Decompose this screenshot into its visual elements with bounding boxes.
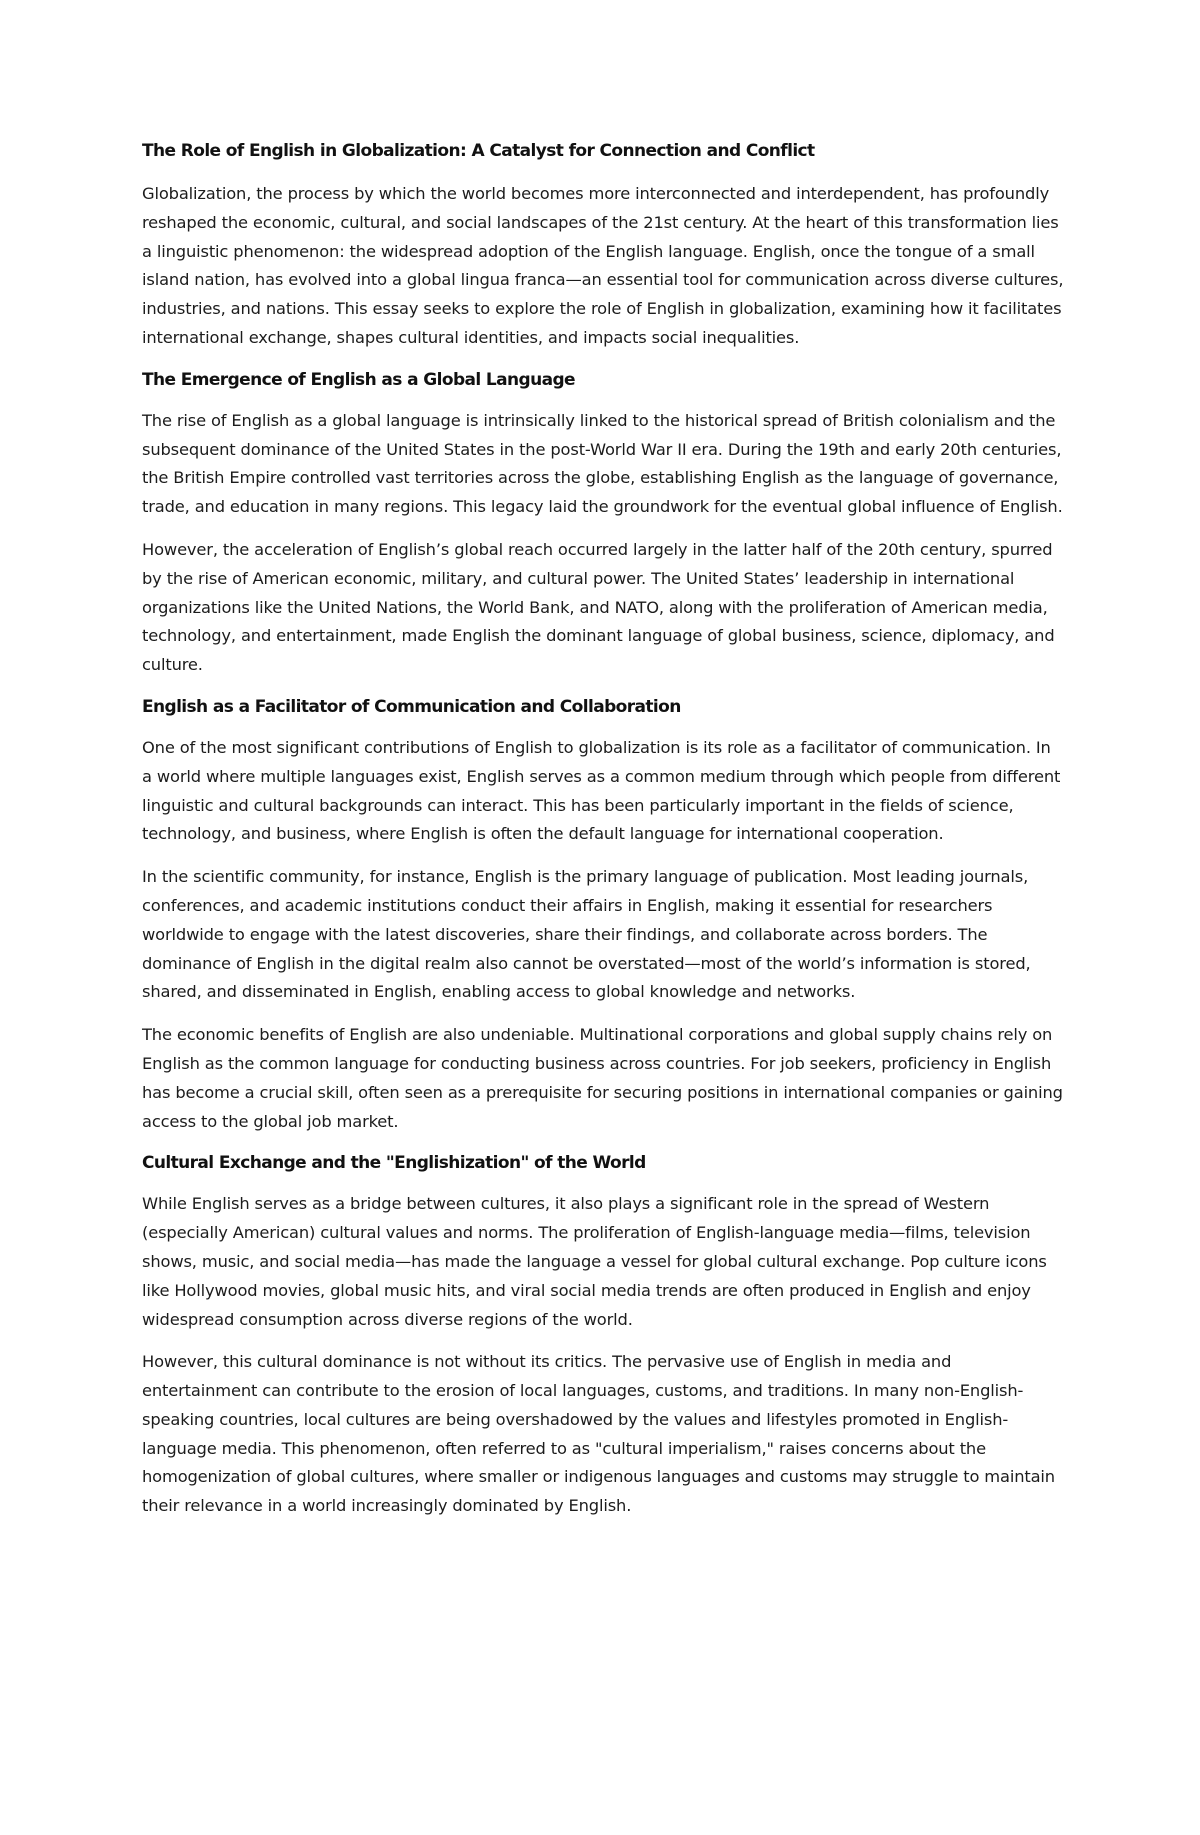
intro-paragraph: Globalization, the process by which the world becomes more interconnected and interdependent, has profoundly reshaped the economic, cultural, and social landscapes of the 21st century. At the heart of this transformation lies a linguistic phenomenon: the widespread adoption of the English language. English, once the tongue of a small island nation, has evolved into a global lingua franca—an essential tool for communication across diverse cultures, industries, and nations. This essay seeks to explore the role of English in globalization, examining how it facilitates international exchange, shapes cultural identities, and impacts social inequalities. — [142, 184, 1064, 347]
section-paragraph: In the scientific community, for instance, English is the primary language of publication. Most leading journals, conferences, and academic institutions conduct their affairs in English, making it essential for researchers worldwide to engage with the latest discoveries, share their findings, and collaborate across borders. The dominance of English in the digital realm also cannot be overstated—most of the world’s information is stored, shared, and disseminated in English, enabling access to global knowledge and networks. — [142, 867, 1031, 1002]
section-cultural-exchange — [142, 1150, 1064, 1521]
section-paragraph: The rise of English as a global language is intrinsically linked to the historical spread of British colonialism and the subsequent dominance of the United States in the post-World War II era. During the 19th and early 20th centuries, the British Empire controlled vast territories across the globe, establishing English as the language of governance, trade, and education in many regions. This legacy laid the groundwork for the eventual global influence of English. — [142, 410, 1063, 517]
section-emergence — [142, 367, 1064, 680]
section-heading: Cultural Exchange and the "Englishization" of the World — [142, 1153, 646, 1174]
section-paragraph: The economic benefits of English are also undeniable. Multinational corporations and global supply chains rely on English as the common language for conducting business across countries. For job seekers, proficiency in English has become a crucial skill, often seen as a prerequisite for securing positions in international companies or gaining access to the global job market. — [142, 1025, 1063, 1131]
section-paragraph: One of the most significant contributions of English to globalization is its role as a facilitator of communication. In a world where multiple languages exist, English serves as a common medium through which people from different linguistic and cultural backgrounds can interact. This has been particularly important in the fields of science, technology, and business, where English is often the default language for international cooperation. — [142, 737, 1061, 844]
section-heading: The Emergence of English as a Global Language — [142, 369, 575, 390]
document-page — [142, 138, 1064, 1535]
section-paragraph: However, this cultural dominance is not without its critics. The pervasive use of English in media and entertainment can contribute to the erosion of local languages, customs, and traditions. In many non-English-speaking countries, local cultures are being overshadowed by the values and lifestyles promoted in English-language media. This phenomenon, often referred to as "cultural imperialism," raises concerns about the homogenization of global cultures, where smaller or indigenous languages and customs may struggle to maintain their relevance in a world increasingly dominated by English. — [142, 1352, 1055, 1516]
section-heading: English as a Facilitator of Communication and Collaboration — [142, 696, 681, 717]
section-paragraph: However, the acceleration of English’s global reach occurred largely in the latter half of the 20th century, spurred by the rise of American economic, military, and cultural power. The United States’ leadership in international organizations like the United Nations, the World Bank, and NATO, along with the proliferation of American media, technology, and entertainment, made English the dominant language of global business, science, diplomacy, and culture. — [142, 539, 1055, 675]
document-title: The Role of English in Globalization: A Catalyst for Connection and Conflict — [142, 141, 815, 161]
section-paragraph: While English serves as a bridge between cultures, it also plays a significant role in the spread of Western (especially American) cultural values and norms. The proliferation of English-language media—films, television shows, music, and social media—has made the language a vessel for global cultural exchange. Pop culture icons like Hollywood movies, global music hits, and viral social media trends are often produced in English and enjoy widespread consumption across diverse regions of the world. — [142, 1194, 1047, 1329]
section-facilitator — [142, 694, 1064, 1136]
